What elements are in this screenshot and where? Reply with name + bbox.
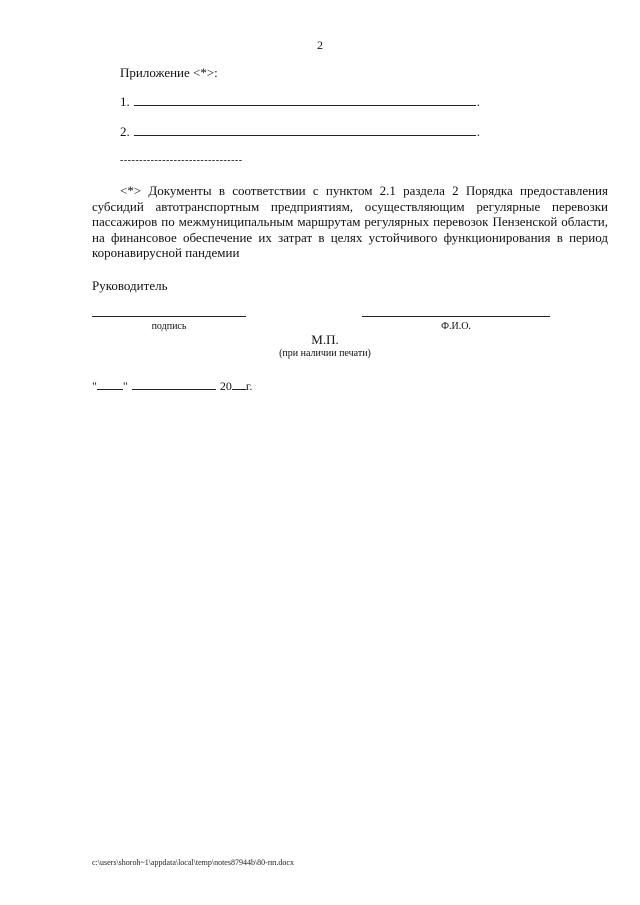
- head-label: Руководитель: [92, 278, 168, 293]
- footnote-separator: --------------------------------: [120, 155, 243, 166]
- date-month-blank: [132, 378, 216, 390]
- appendix-item-number: 2.: [120, 124, 130, 139]
- date-year-blank: [232, 378, 246, 390]
- appendix-item-number: 1.: [120, 94, 130, 109]
- page-number: 2: [317, 38, 323, 52]
- stamp-label: М.П.: [311, 332, 339, 347]
- footnote-text: <*> Документы в соответствии с пунктом 2.1 раздела 2 Порядка предоставления субсидий автотранспортным предприятиям, осуществляющим регулярные перевозки пассажиров по межмуниципальным маршрутам регулярных перевозок Пензенской области, на финансовое обеспечение их затрат в целях устойчивого функционирования в период коронавирусной пандемии: [92, 183, 608, 260]
- date-quote-open: ": [92, 379, 97, 393]
- appendix-item-blank-line: [134, 123, 476, 136]
- signature-line: [92, 316, 246, 317]
- stamp-placeholder: [270, 332, 380, 360]
- footnote: [92, 183, 608, 261]
- stamp-note: (при наличии печати): [279, 348, 371, 359]
- name-caption: Ф.И.О.: [441, 321, 471, 332]
- date-line: [92, 378, 252, 394]
- name-line: [362, 316, 550, 317]
- file-path: c:\users\shoroh~1\appdata\local\temp\notes87944b\80-пп.docx: [92, 858, 294, 867]
- appendix-item-end: .: [476, 124, 480, 139]
- appendix-item-1: [120, 93, 480, 110]
- date-quote-close: ": [122, 379, 128, 393]
- date-year-prefix: 20: [219, 379, 232, 393]
- appendix-item-2: [120, 123, 480, 140]
- appendix-item-end: .: [476, 94, 480, 109]
- signature-caption: подпись: [151, 321, 187, 332]
- appendix-title: Приложение <*>:: [120, 65, 218, 80]
- date-day-blank: [97, 378, 123, 390]
- date-year-suffix: г.: [245, 379, 253, 393]
- appendix-item-blank-line: [134, 93, 476, 106]
